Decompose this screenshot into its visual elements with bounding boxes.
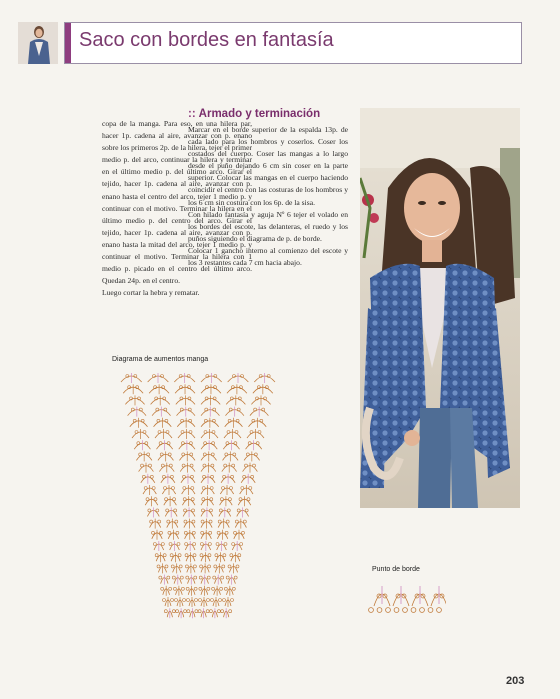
- sleeve-diagram-label: Diagrama de aumentos manga: [112, 356, 209, 363]
- border-stitch-diagram: [366, 576, 446, 616]
- page-title: Saco con bordes en fantasía: [79, 29, 334, 51]
- paragraph: copa de la manga. Para eso, en una hilera par, hacer 1p. cadena al aire, avanzar con p. enano sobre los primeros 2p. de la hilera, tejer el primer medio p. del arco, continuar la hilera y terminar en el último medio p. del último arco. Girar el tejido, hacer 1p. cadena al aire, avanzar con p. enano hasta el centro del arco, tejer 1 medio p. y continuar con el motivo. Terminar la hilera en el último medio p. del centro del arco. Girar el tejido, hacer 1p. cadena al aire, avanzar con p. enano hasta la mitad del arco, tejer 1 medio p. y continuar el motivo. Terminar la hilera con 1 medio p. picado en el centro del último arco. Quedan 24p. en el centro.: [102, 119, 252, 286]
- sleeve-increase-diagram: [110, 366, 286, 622]
- paragraph: Luego cortar la hebra y rematar.: [102, 288, 200, 298]
- title-accent-bar: [65, 23, 71, 63]
- model-photo: [360, 108, 520, 508]
- thumbnail-photo: [18, 22, 58, 64]
- paragraph: Colocar 1 gancho interno al comienzo del escote y los 3 restantes cada 7 cm hacia abajo.: [188, 245, 348, 268]
- section-heading-text: Armado y terminación: [198, 108, 321, 120]
- assembly-section: [188, 108, 348, 269]
- paragraph: Marcar en el borde superior de la espalda 13p. de cada lado para los hombros y coserlos. Coser los costados del cuerpo. Coser las mangas a lo largo desde el puño dejando 6 cm sin coser en la parte superior. Colocar las mangas en el cuerpo haciendo coincidir el centro con las costuras de los hombros y los 6 cm sin costura con los 6p. de la sisa.: [188, 125, 348, 207]
- section-heading: [188, 108, 348, 120]
- paragraph: Con hilado fantasía y aguja Nº 6 tejer el volado en los bordes del escote, las delanteras, el ruedo y los puños siguiendo el diagrama de p. de borde.: [188, 209, 348, 243]
- title-box: [64, 22, 522, 64]
- page-number: 203: [506, 675, 525, 687]
- section-bullet: ::: [188, 108, 196, 120]
- border-stitch-label: Punto de borde: [372, 566, 420, 573]
